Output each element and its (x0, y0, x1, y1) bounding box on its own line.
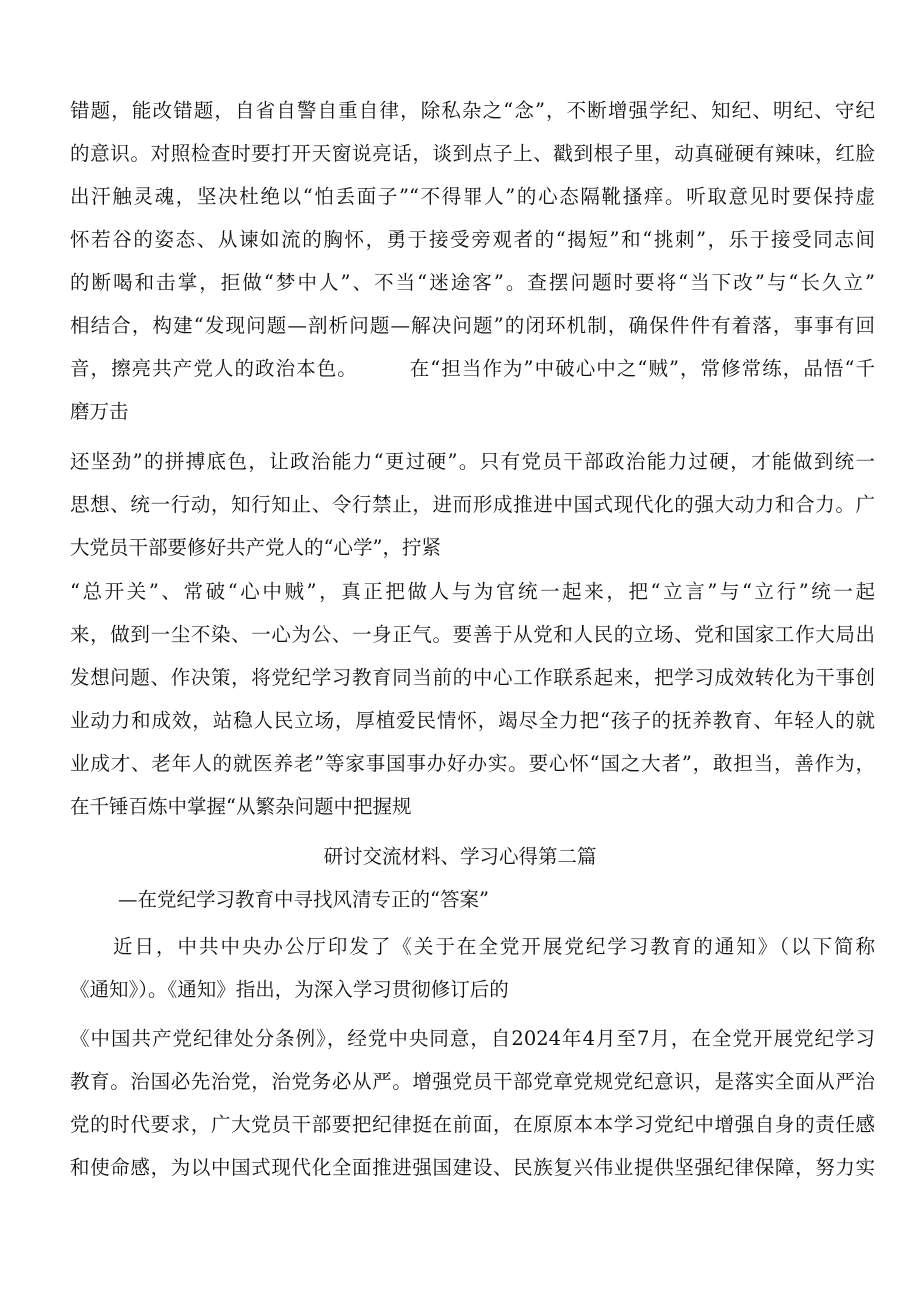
body-line: 大党员干部要修好共产党人的“心学”，拧紧 (70, 536, 441, 559)
body-line: 业成才、老年人的就医养老”等家事国事办好办实。要心怀“国之大者”，敢担当，善作为， (70, 752, 875, 775)
body-line: 的意识。对照检查时要打开天窗说亮话，谈到点子上、戳到根子里，动真碰硬有辣味，红脸 (70, 142, 875, 165)
body-line: 思想、统一行动，知行知止、令行禁止，进而形成推进中国式现代化的强大动力和合力。广 (70, 493, 875, 516)
body-line: 在千锤百炼中掌握“从繁杂问题中把握规 (70, 795, 412, 818)
body-line: 近日，中共中央办公厅印发了《关于在全党开展党纪学习教育的通知》（以下简称 (70, 935, 875, 958)
body-line: 业动力和成效，站稳人民立场，厚植爱民情怀，竭尽全力把“孩子的抚养教育、年轻人的就 (70, 709, 875, 732)
body-line: 《中国共产党纪律处分条例》，经党中央同意，自2024年4月至7月，在全党开展党纪学习 (70, 1027, 875, 1050)
body-line: 还坚劲”的拼搏底色，让政治能力“更过硬”。只有党员干部政治能力过硬，才能做到统一 (70, 450, 875, 473)
section-title: 研讨交流材料、学习心得第二篇 (323, 845, 597, 868)
body-line: 磨万击 (70, 400, 129, 423)
body-line: 党的时代要求，广大党员干部要把纪律挺在前面，在原原本本学习党纪中增强自身的责任感 (70, 1113, 875, 1136)
body-line: 音，擦亮共产党人的政治本色。 在“担当作为”中破心中之“贼”，常修常练，品悟“千 (70, 357, 875, 380)
body-line: 相结合，构建“发现问题—剖析问题—解决问题”的闭环机制，确保件件有着落，事事有回 (70, 314, 875, 337)
body-line: 出汗触灵魂，坚决杜绝以“怕丢面子”“不得罪人”的心态隔靴搔痒。听取意见时要保持虚 (70, 185, 875, 208)
body-line: 错题，能改错题，自省自警自重自律，除私杂之“念”，不断增强学纪、知纪、明纪、守纪 (70, 99, 875, 122)
body-line: 《通知》）。《通知》指出，为深入学习贯彻修订后的 (70, 978, 509, 1001)
body-line: 的断喝和击掌，拒做“梦中人”、不当“迷途客”。查摆问题时要将“当下改”与“长久立” (70, 271, 875, 294)
body-line: 和使命感，为以中国式现代化全面推进强国建设、民族复兴伟业提供坚强纪律保障，努力实 (70, 1156, 875, 1179)
body-line: 教育。治国必先治党，治党务必从严。增强党员干部党章党规党纪意识，是落实全面从严治 (70, 1070, 875, 1093)
section-subtitle: —在党纪学习教育中寻找风清专正的“答案” (118, 888, 489, 911)
body-line: 怀若谷的姿态、从谏如流的胸怀，勇于接受旁观者的“揭短”和“挑刺”，乐于接受同志间 (70, 228, 875, 251)
body-line: “总开关”、常破“心中贼”，真正把做人与为官统一起来，把“立言”与“立行”统一起 (70, 580, 875, 603)
body-line: 来，做到一尘不染、一心为公、一身正气。要善于从党和人民的立场、党和国家工作大局出 (70, 623, 875, 646)
body-line: 发想问题、作决策，将党纪学习教育同当前的中心工作联系起来，把学习成效转化为干事创 (70, 666, 875, 689)
